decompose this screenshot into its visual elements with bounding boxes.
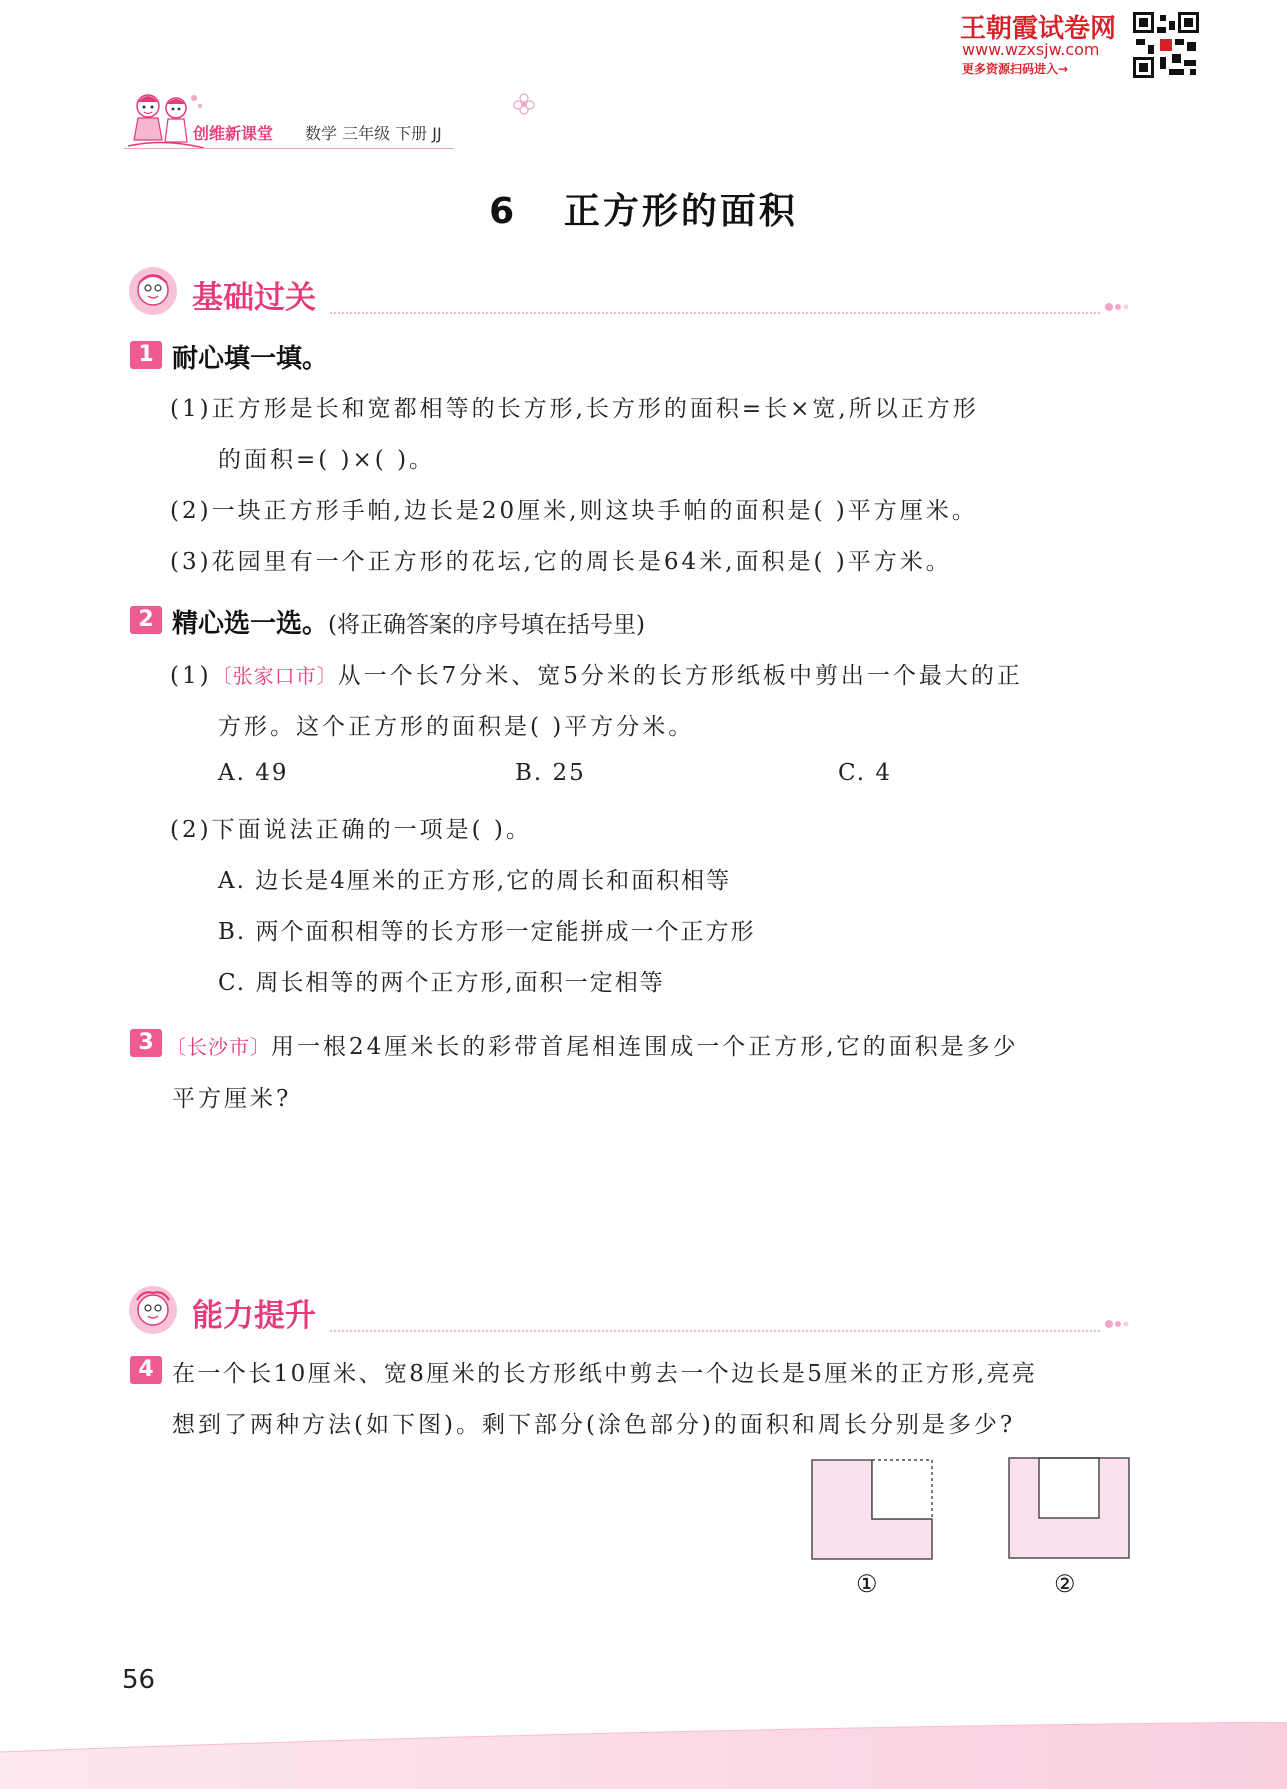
q1-item-1-cont: 的面积=( )×( )。 (218, 447, 436, 473)
figure-1-label: ① (856, 1570, 878, 1598)
q3-cont: 平方厘米? (172, 1086, 292, 1112)
page-number: 56 (122, 1665, 156, 1695)
q2-part-1-option-a: A. 49 (218, 760, 289, 786)
q4-cont: 想到了两种方法(如下图)。剩下部分(涂色部分)的面积和周长分别是多少? (172, 1412, 1016, 1438)
q2-part-1-option-c: C. 4 (838, 760, 893, 786)
dots-ornament-icon (1104, 1318, 1130, 1330)
q3-tag: 〔长沙市〕 (166, 1035, 271, 1059)
q2-part-2-option-c: C. 周长相等的两个正方形,面积一定相等 (218, 970, 665, 996)
q2-part-2-option-a: A. 边长是4厘米的正方形,它的周长和面积相等 (218, 868, 732, 894)
figure-2-label: ② (1054, 1570, 1076, 1598)
footer-band (0, 1722, 1287, 1789)
grandpa-mascot-icon (127, 265, 179, 317)
professor-mascot-icon (127, 1284, 179, 1336)
question-1-heading: 耐心填一填。 (172, 344, 329, 374)
q4-text: 在一个长10厘米、宽8厘米的长方形纸中剪去一个边长是5厘米的正方形,亮亮 (172, 1361, 1038, 1387)
q1-item-2: (2)一块正方形手帕,边长是20厘米,则这块手帕的面积是( )平方厘米。 (170, 498, 978, 524)
question-2-title: 精心选一选。 (172, 609, 329, 639)
book-subject: 数学 三年级 下册 JJ (305, 124, 442, 143)
question-2-note: (将正确答案的序号填在括号里) (328, 612, 645, 638)
q2-part-1 (170, 657, 1023, 690)
q3-body: 用一根24厘米长的彩带首尾相连围成一个正方形,它的面积是多少 (271, 1034, 1019, 1060)
q2-part-1-num: (1) (170, 663, 212, 689)
q2-part-2-option-b: B. 两个面积相等的长方形一定能拼成一个正方形 (218, 919, 756, 945)
section-advanced-divider (330, 1330, 1100, 1332)
series-name: 创维新课堂 (193, 124, 274, 143)
q2-part-1-text: 从一个长7分米、宽5分米的长方形纸板中剪出一个最大的正 (337, 663, 1023, 689)
lesson-name: 正方形的面积 (563, 191, 798, 232)
q2-part-2: (2)下面说法正确的一项是( )。 (170, 817, 532, 843)
figure-2-diagram (1007, 1456, 1132, 1560)
question-number-2: 2 (130, 606, 162, 634)
q2-part-1-tag: 〔张家口市〕 (211, 664, 338, 688)
question-number-4: 4 (130, 1356, 162, 1384)
q1-item-1: (1)正方形是长和宽都相等的长方形,长方形的面积=长×宽,所以正方形 (170, 396, 979, 422)
watermark-title: 王朝霞试卷网 (960, 14, 1117, 44)
watermark-more: 更多资源扫码进入→ (962, 62, 1069, 76)
q2-part-1-option-b: B. 25 (515, 760, 586, 786)
q2-part-1-cont: 方形。这个正方形的面积是( )平方分米。 (218, 714, 695, 740)
question-2-heading (172, 603, 645, 640)
section-advanced-title: 能力提升 (192, 1298, 316, 1334)
qr-code-icon[interactable] (1133, 12, 1199, 78)
dots-ornament-icon (1104, 301, 1130, 313)
lesson-number: 6 (489, 191, 518, 232)
section-basic-title: 基础过关 (192, 280, 316, 316)
figure-1-diagram (810, 1458, 935, 1561)
section-basic-divider (330, 312, 1100, 314)
header-divider (124, 148, 454, 149)
watermark-url[interactable]: www.wzxsjw.com (962, 40, 1100, 59)
lesson-title (0, 183, 1287, 234)
question-number-1: 1 (130, 341, 162, 369)
q1-item-3: (3)花园里有一个正方形的花坛,它的周长是64米,面积是( )平方米。 (170, 549, 952, 575)
flower-icon (512, 92, 536, 116)
q3-text (166, 1028, 1019, 1061)
question-number-3: 3 (130, 1029, 162, 1057)
